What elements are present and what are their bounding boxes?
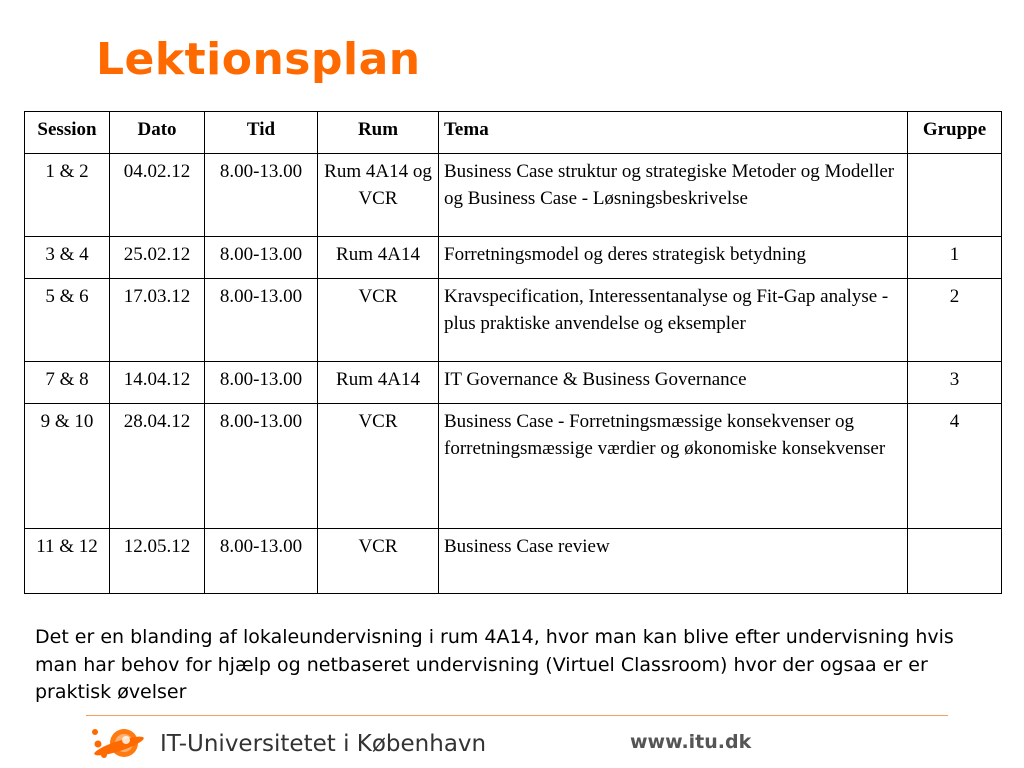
- table-row: [25, 237, 1002, 279]
- room-cell: VCR: [318, 404, 439, 529]
- time-cell: 8.00-13.00: [205, 529, 318, 594]
- table-row: [25, 404, 1002, 529]
- time-cell: 8.00-13.00: [205, 279, 318, 362]
- time-cell: 8.00-13.00: [205, 237, 318, 279]
- topic-cell: Forretningsmodel og deres strategisk betydning: [439, 237, 908, 279]
- session-cell: 3 & 4: [25, 237, 110, 279]
- session-cell: 11 & 12: [25, 529, 110, 594]
- page-title: Lektionsplan: [96, 34, 421, 85]
- session-cell: 1 & 2: [25, 154, 110, 237]
- schedule-table: [24, 111, 1002, 594]
- session-cell: 7 & 8: [25, 362, 110, 404]
- date-cell: 12.05.12: [110, 529, 205, 594]
- date-cell: 04.02.12: [110, 154, 205, 237]
- time-cell: 8.00-13.00: [205, 154, 318, 237]
- footer-divider: [86, 715, 948, 716]
- table-row: [25, 529, 1002, 594]
- session-cell: 9 & 10: [25, 404, 110, 529]
- column-header-session: Session: [25, 112, 110, 154]
- date-cell: 25.02.12: [110, 237, 205, 279]
- website-link[interactable]: www.itu.dk: [630, 731, 752, 753]
- group-cell: 1: [908, 237, 1002, 279]
- time-cell: 8.00-13.00: [205, 404, 318, 529]
- topic-cell: Business Case - Forretningsmæssige konsekvenser og forretningsmæssige værdier og økonomiske konsekvenser: [439, 404, 908, 529]
- table-header-row: [25, 112, 1002, 154]
- column-header-topic: Tema: [439, 112, 908, 154]
- topic-cell: IT Governance & Business Governance: [439, 362, 908, 404]
- room-cell: VCR: [318, 529, 439, 594]
- column-header-time: Tid: [205, 112, 318, 154]
- column-header-room: Rum: [318, 112, 439, 154]
- date-cell: 17.03.12: [110, 279, 205, 362]
- topic-cell: Kravspecification, Interessentanalyse og Fit-Gap analyse - plus praktiske anvendelse og eksempler: [439, 279, 908, 362]
- group-cell: 3: [908, 362, 1002, 404]
- topic-cell: Business Case review: [439, 529, 908, 594]
- room-cell: Rum 4A14: [318, 237, 439, 279]
- itu-logo-icon: [88, 718, 152, 766]
- date-cell: 28.04.12: [110, 404, 205, 529]
- group-cell: 4: [908, 404, 1002, 529]
- session-cell: 5 & 6: [25, 279, 110, 362]
- table-row: [25, 154, 1002, 237]
- time-cell: 8.00-13.00: [205, 362, 318, 404]
- table-row: [25, 279, 1002, 362]
- group-cell: [908, 154, 1002, 237]
- room-cell: VCR: [318, 279, 439, 362]
- column-header-date: Dato: [110, 112, 205, 154]
- room-cell: Rum 4A14 og VCR: [318, 154, 439, 237]
- group-cell: [908, 529, 1002, 594]
- note-paragraph: Det er en blanding af lokaleundervisning i rum 4A14, hvor man kan blive efter undervisning hvis man har behov for hjælp og netbaseret undervisning (Virtuel Classroom) hvor der ogsaa er er praktisk øvelser: [35, 626, 954, 703]
- date-cell: 14.04.12: [110, 362, 205, 404]
- column-header-group: Gruppe: [908, 112, 1002, 154]
- topic-cell: Business Case struktur og strategiske Metoder og Modeller og Business Case - Løsningsbeskrivelse: [439, 154, 908, 237]
- brand-name: IT-Universitetet i København: [160, 731, 487, 757]
- table-row: [25, 362, 1002, 404]
- group-cell: 2: [908, 279, 1002, 362]
- room-cell: Rum 4A14: [318, 362, 439, 404]
